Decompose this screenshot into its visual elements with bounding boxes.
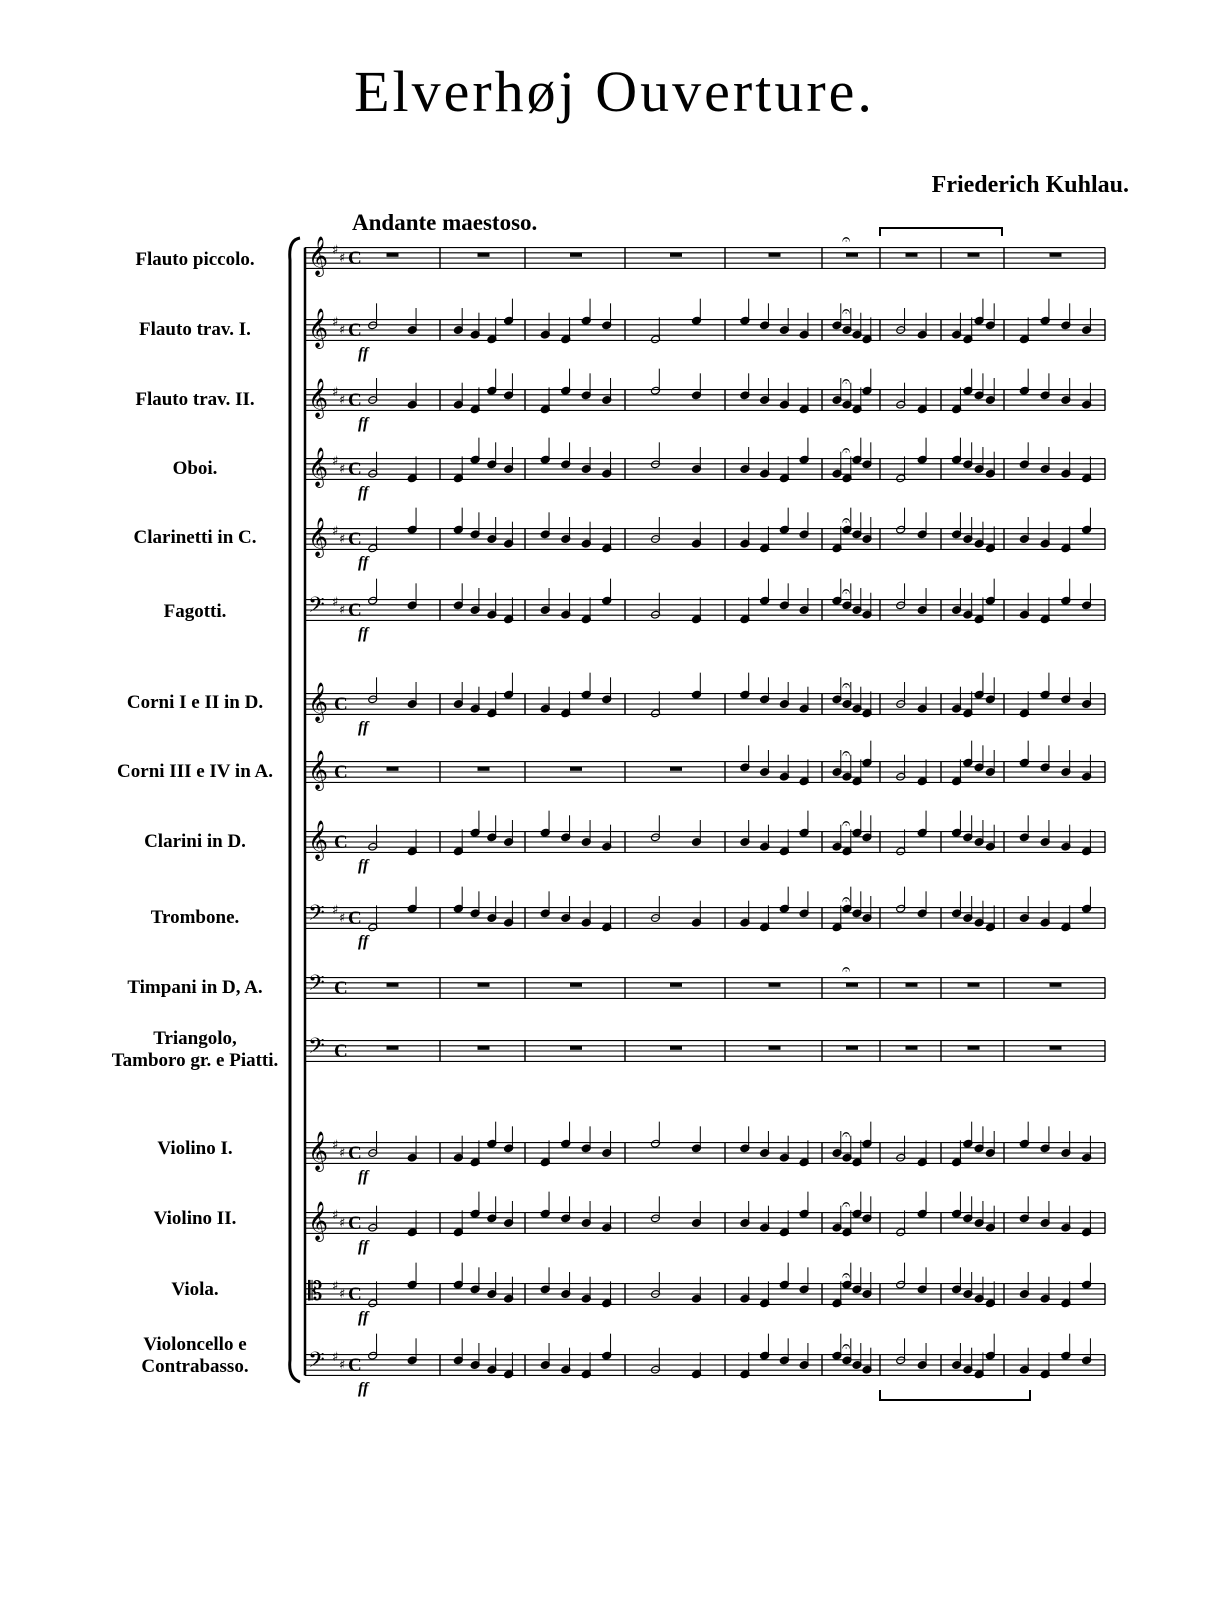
dynamic-ff: ff [358,345,369,362]
dynamic-ff: ff [358,415,369,432]
whole-rest [570,1046,582,1050]
key-sharp: ♯ [339,1358,346,1373]
key-sharp: ♯ [332,385,339,400]
label-flauto-trav-2: Flauto trav. II. [135,389,255,410]
key-sharp: ♯ [339,462,346,477]
whole-rest [570,253,582,257]
fermata: 𝄐 [842,582,851,600]
fermata: 𝄐 [842,744,851,762]
whole-rest [670,1046,682,1050]
top-bracket [880,228,1002,236]
treble-clef: 𝄞 [308,1131,329,1171]
key-sharp: ♯ [332,1279,339,1294]
bass-clef: 𝄢 [308,971,325,1001]
time-signature: C [348,1284,362,1305]
fermata: 𝄐 [842,676,851,694]
fermata: 𝄐 [842,1195,851,1213]
whole-rest [968,1046,980,1050]
time-signature: C [334,1041,348,1062]
whole-rest [769,253,781,257]
whole-rest [968,983,980,987]
fermata: 𝄐 [842,441,851,459]
time-signature: C [348,248,362,269]
bass-clef: 𝄢 [308,593,325,623]
label-viola: Viola. [171,1279,219,1300]
label-flauto-trav-1: Flauto trav. I. [139,319,251,340]
whole-rest [1050,983,1062,987]
label-corni-1-2: Corni I e II in D. [126,692,264,713]
time-signature: C [334,762,348,783]
whole-rest [570,767,582,771]
time-signature: C [348,459,362,480]
whole-rest [670,253,682,257]
dynamic-ff: ff [358,484,369,501]
composer-name: Friederich Kuhlau. [931,172,1129,198]
time-signature: C [348,320,362,341]
whole-rest [769,983,781,987]
fermata: 𝄐 [842,890,851,908]
treble-clef: 𝄞 [308,517,329,557]
key-sharp: ♯ [332,1138,339,1153]
key-sharp: ♯ [339,532,346,547]
whole-rest [906,1046,918,1050]
time-signature: C [334,832,348,853]
whole-rest [478,253,490,257]
key-sharp: ♯ [332,1208,339,1223]
bass-clef: 𝄢 [308,1348,325,1378]
dynamic-ff: ff [358,719,369,736]
key-sharp: ♯ [332,1350,339,1365]
key-sharp: ♯ [339,603,346,618]
dynamic-ff: ff [358,1309,369,1326]
whole-rest [1050,1046,1062,1050]
key-sharp: ♯ [339,1216,346,1231]
fermata: 𝄐 [842,1266,851,1284]
time-signature: C [334,978,348,999]
dynamic-ff: ff [358,1238,369,1255]
key-sharp: ♯ [332,595,339,610]
label-trombone: Trombone. [150,907,240,928]
key-sharp: ♯ [339,1287,346,1302]
time-signature: C [348,600,362,621]
page-title: Elverhøj Ouverture. [354,59,875,124]
treble-clef: 𝄞 [308,682,329,722]
key-sharp: ♯ [332,243,339,258]
treble-clef: 𝄞 [308,1201,329,1241]
whole-rest [478,1046,490,1050]
key-sharp: ♯ [339,911,346,926]
fermata: 𝄐 [842,960,851,978]
treble-clef: 𝄞 [308,378,329,418]
label-clarini: Clarini in D. [144,831,246,852]
label-oboi: Oboi. [172,458,218,479]
time-signature: C [348,1213,362,1234]
label-percussion: Triangolo, Tamboro gr. e Piatti. [111,1028,279,1071]
label-violoncello-contrabasso: Violoncello e Contrabasso. [141,1334,249,1377]
dynamic-ff: ff [358,554,369,571]
label-corni-3-4: Corni III e IV in A. [117,761,273,782]
whole-rest [387,767,399,771]
whole-rest [906,983,918,987]
dynamic-ff: ff [358,1168,369,1185]
whole-rest [387,1046,399,1050]
whole-rest [478,983,490,987]
key-sharp: ♯ [339,393,346,408]
treble-clef: 𝄞 [308,820,329,860]
time-signature: C [348,529,362,550]
bass-clef: 𝄢 [308,1034,325,1064]
fermata: 𝄐 [842,302,851,320]
time-signature: C [348,1355,362,1376]
dynamic-ff: ff [358,857,369,874]
whole-rest [670,767,682,771]
label-fagotti: Fagotti. [163,601,227,622]
time-signature: C [348,1143,362,1164]
fermata: 𝄐 [842,1125,851,1143]
fermata: 𝄐 [842,230,851,248]
fermata: 𝄐 [842,511,851,529]
label-timpani: Timpani in D, A. [127,977,263,998]
fermata: 𝄐 [842,814,851,832]
whole-rest [846,253,858,257]
time-signature: C [334,694,348,715]
key-sharp: ♯ [332,903,339,918]
system-bracket [290,238,300,1382]
time-signature: C [348,908,362,929]
whole-rest [769,1046,781,1050]
whole-rest [670,983,682,987]
key-sharp: ♯ [339,251,346,266]
label-flauto-piccolo: Flauto piccolo. [135,249,255,270]
key-sharp: ♯ [339,1146,346,1161]
key-sharp: ♯ [332,524,339,539]
bottom-bracket [880,1390,1030,1400]
label-violino-1: Violino I. [157,1138,233,1159]
label-violino-2: Violino II. [153,1208,237,1229]
treble-clef: 𝄞 [308,750,329,790]
bass-clef: 𝄢 [308,901,325,931]
label-clarinetti: Clarinetti in C. [133,527,257,548]
whole-rest [846,1046,858,1050]
whole-rest [478,767,490,771]
whole-rest [968,253,980,257]
treble-clef: 𝄞 [308,447,329,487]
whole-rest [906,253,918,257]
key-sharp: ♯ [332,315,339,330]
key-sharp: ♯ [339,323,346,338]
time-signature: C [348,390,362,411]
whole-rest [387,983,399,987]
whole-rest [387,253,399,257]
key-sharp: ♯ [332,454,339,469]
dynamic-ff: ff [358,625,369,642]
treble-clef: 𝄞 [308,308,329,348]
dynamic-ff: ff [358,1380,369,1397]
fermata: 𝄐 [842,372,851,390]
dynamic-ff: ff [358,933,369,950]
fermata: 𝄐 [842,1337,851,1355]
whole-rest [570,983,582,987]
whole-rest [1050,253,1062,257]
treble-clef: 𝄞 [308,236,329,276]
alto-clef: 𝄡 [308,1277,323,1307]
tempo-marking: Andante maestoso. [352,210,538,235]
whole-rest [846,983,858,987]
